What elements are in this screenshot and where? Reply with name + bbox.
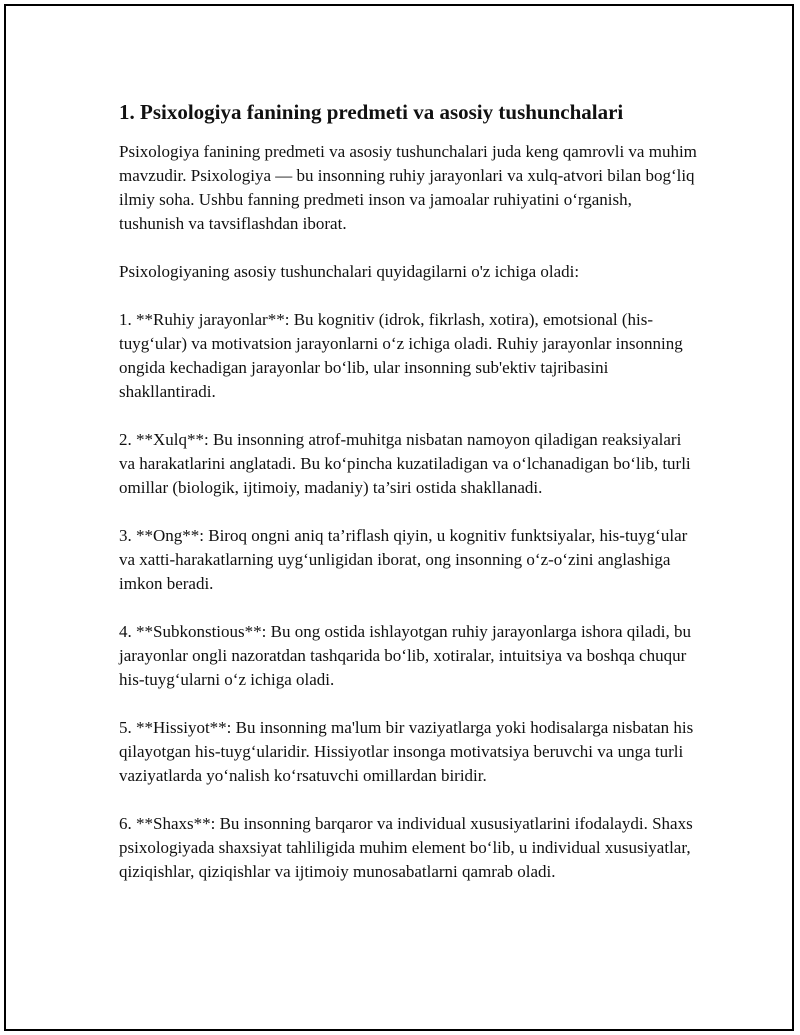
page-frame — [4, 4, 794, 1031]
document-title: 1. Psixologiya fanining predmeti va asosiy tushunchalari — [119, 100, 624, 124]
concept-subkonstious: 4. **Subkonstious**: Bu ong ostida ishlayotgan ruhiy jarayonlarga ishora qiladi, bu jarayonlar ongli nazoratdan tashqarida bo‘lib, xotiralar, intuitsiya va boshqa chuqur his-tuyg‘ularni o‘z ichiga oladi. — [119, 622, 691, 689]
concept-ruhiy-jarayonlar: 1. **Ruhiy jarayonlar**: Bu kognitiv (idrok, fikrlash, xotira), emotsional (his-tuyg‘ular) va motivatsion jarayonlarni o‘z ichiga oladi. Ruhiy jarayonlar insonning ongida kechadigan jarayonlar bo‘lib, ular insonning sub'ektiv tajribasini shakllantiradi. — [119, 310, 683, 401]
intro-paragraph: Psixologiya fanining predmeti va asosiy tushunchalari juda keng qamrovli va muhim mavzudir. Psixologiya — bu insonning ruhiy jarayonlari va xulq-atvori bilan bog‘liq ilmiy soha. Ushbu fanning predmeti inson va jamoalar ruhiyatini o‘rganish, tushunish va tavsiflashdan iborat. — [119, 142, 697, 233]
concept-xulq: 2. **Xulq**: Bu insonning atrof-muhitga nisbatan namoyon qiladigan reaksiyalari va harakatlarini anglatadi. Bu ko‘pincha kuzatiladigan va o‘lchanadigan bo‘lib, turli omillar (biologik, ijtimoiy, madaniy) ta’siri ostida shakllanadi. — [119, 430, 691, 497]
document-body — [119, 98, 699, 908]
concept-ong: 3. **Ong**: Biroq ongni aniq ta’riflash qiyin, u kognitiv funktsiyalar, his-tuyg‘ular va xatti-harakatlarning uyg‘unligidan iborat, ong insonning o‘z-o‘zini anglashiga imkon beradi. — [119, 526, 688, 593]
concept-hissiyot: 5. **Hissiyot**: Bu insonning ma'lum bir vaziyatlarga yoki hodisalarga nisbatan his qilayotgan his-tuyg‘ularidir. Hissiyotlar insonga motivatsiya beruvchi va unga turli vaziyatlarda yo‘nalish ko‘rsatuvchi omillardan biridir. — [119, 718, 694, 785]
concepts-lead-paragraph: Psixologiyaning asosiy tushunchalari quyidagilarni o'z ichiga oladi: — [119, 262, 580, 281]
concept-shaxs: 6. **Shaxs**: Bu insonning barqaror va individual xususiyatlarini ifodalaydi. Shaxs psixologiyada shaxsiyat tahliligida muhim element bo‘lib, u individual xususiyatlar, qiziqishlar, qiziqishlar va ijtimoiy munosabatlarni qamrab oladi. — [119, 814, 693, 881]
